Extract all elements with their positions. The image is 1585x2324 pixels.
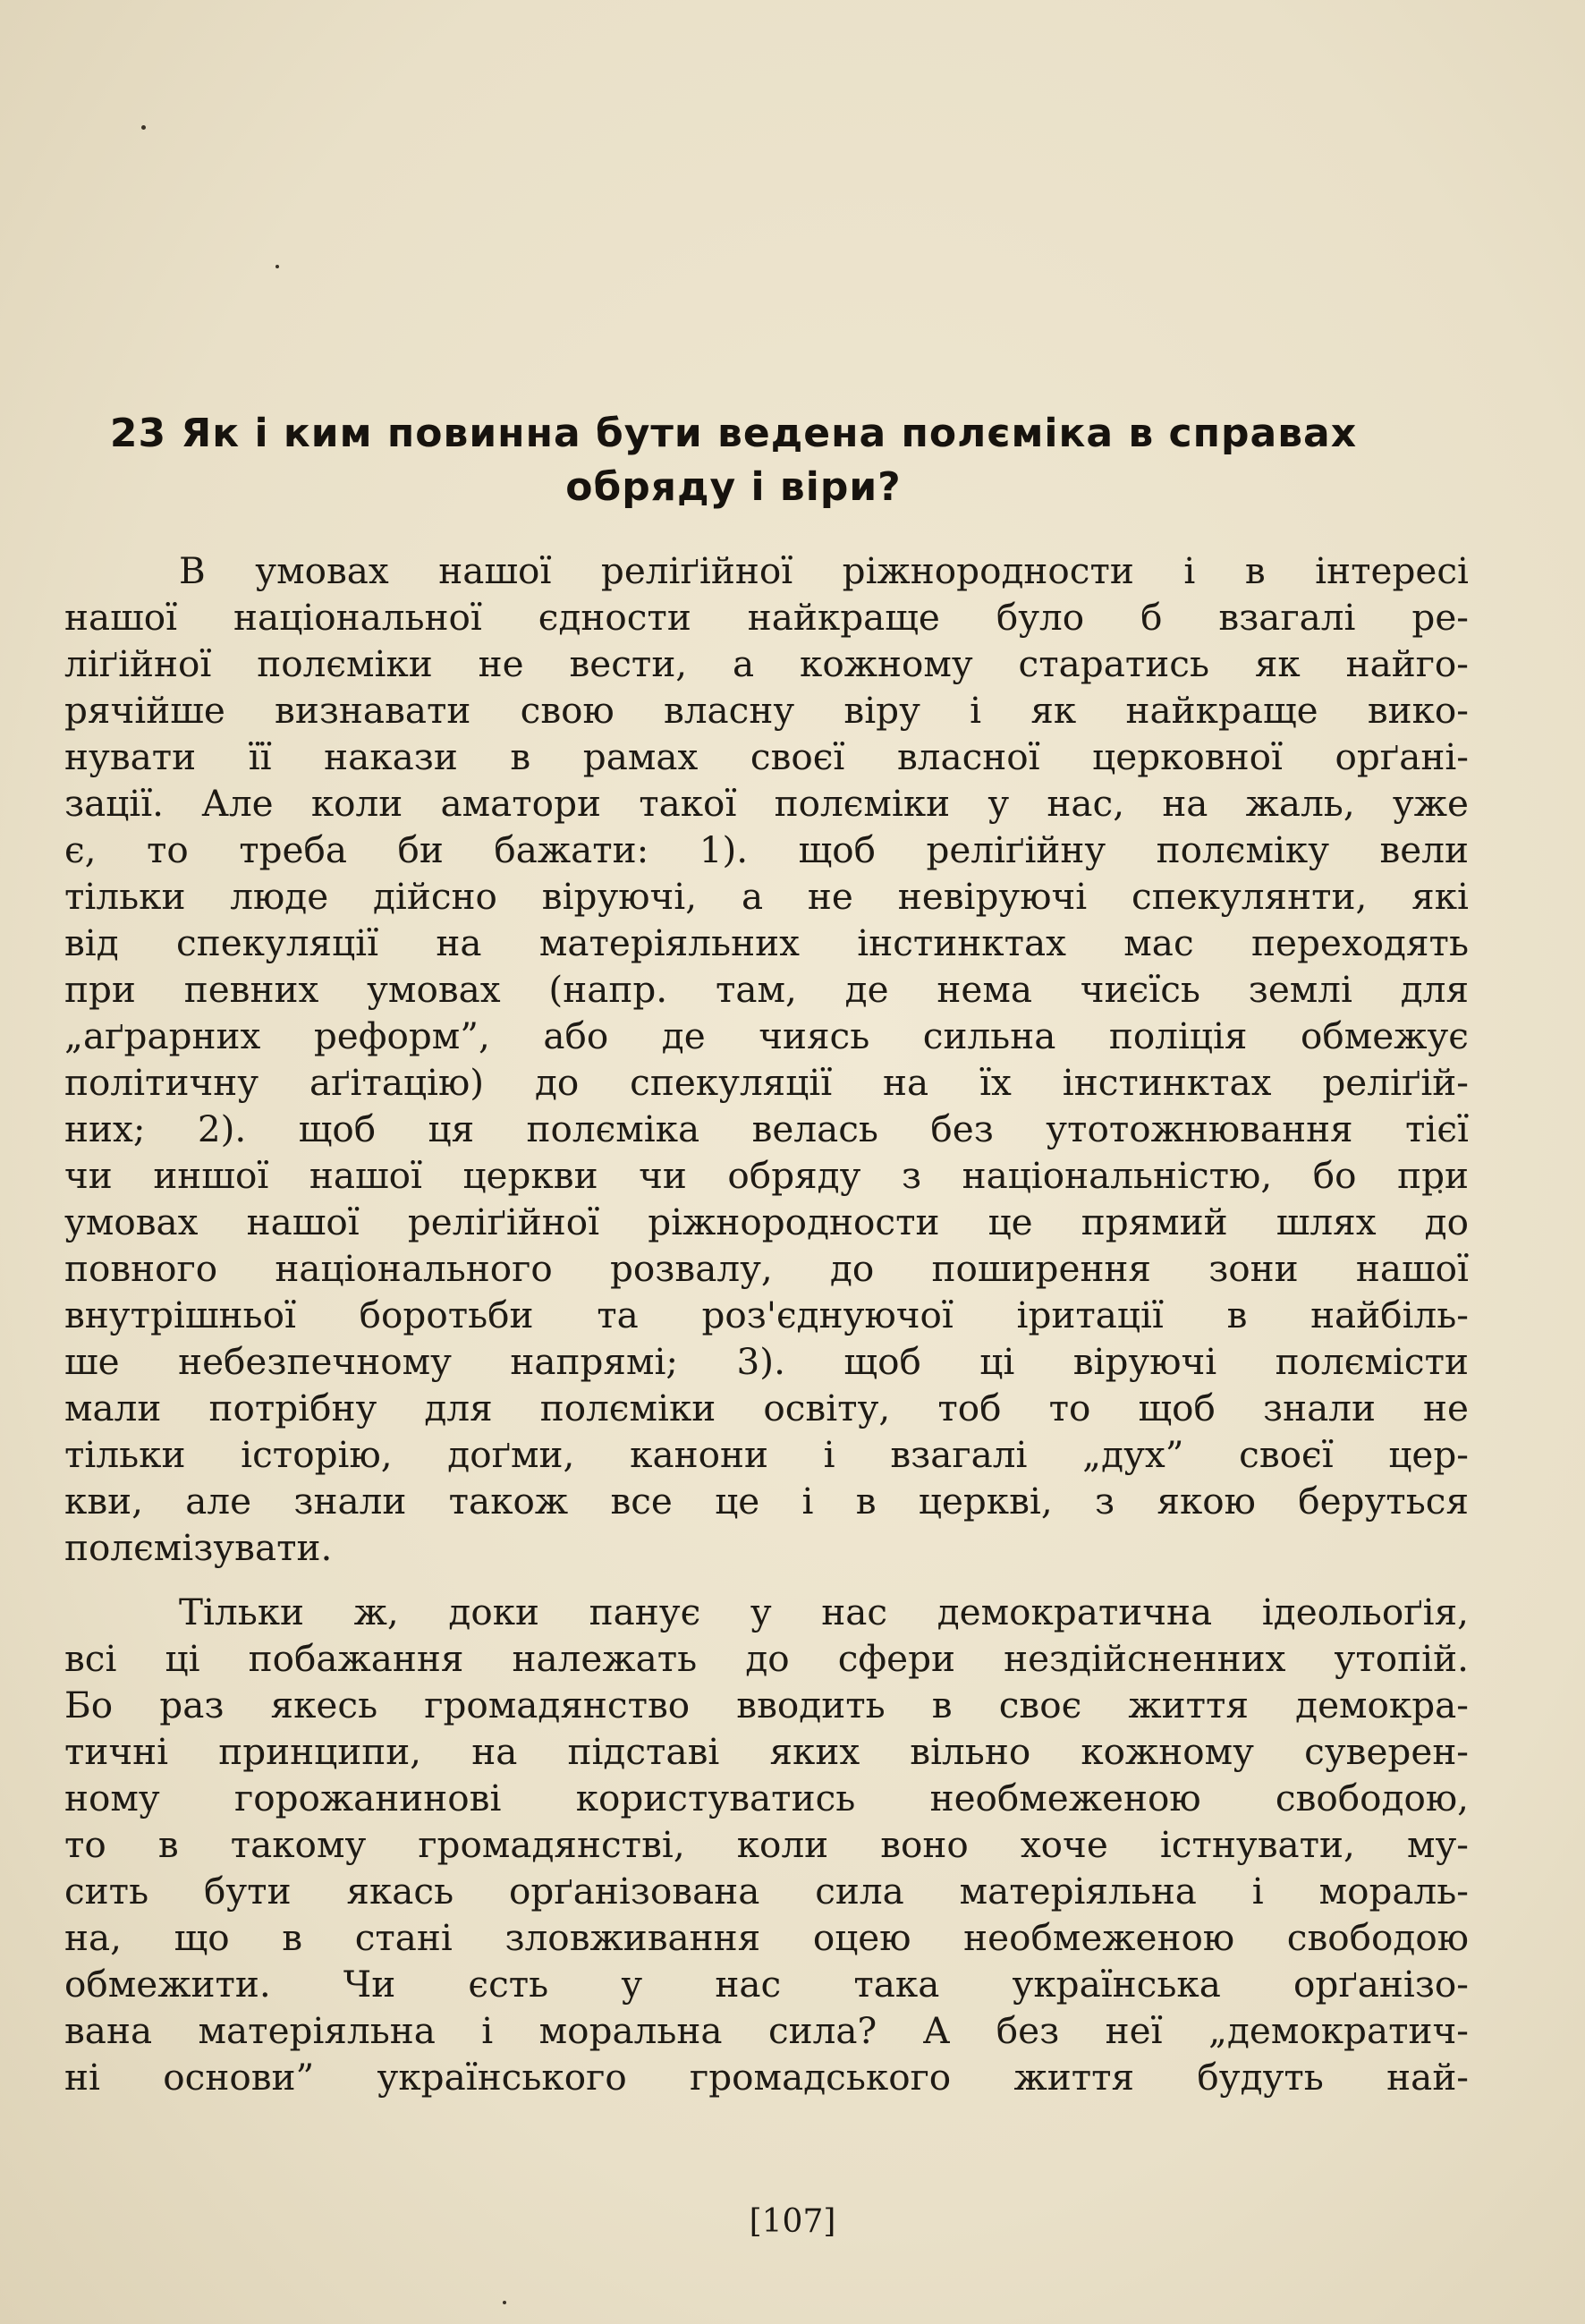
ink-speck: [141, 125, 146, 130]
ink-speck: [503, 2301, 506, 2304]
text-line: внутрішньої боротьби та роз'єднуючої іритації в найбіль-: [64, 1293, 1469, 1336]
text-line: то в такому громадянстві, коли воно хоче істнувати, му-: [64, 1823, 1469, 1866]
ink-speck: [275, 265, 279, 268]
text-line: чи иншої нашої церкви чи обряду з національністю, бо при: [64, 1154, 1469, 1197]
text-line: мали потрібну для полєміки освіту, тоб то щоб знали не: [64, 1387, 1469, 1429]
text-line: всі ці побажання належать до сфери нездійсненних утопій.: [64, 1637, 1469, 1680]
text-line: них; 2). щоб ця полєміка велась без утотожнювання тієї: [64, 1107, 1469, 1150]
text-line: зації. Але коли аматори такої полєміки у нас, на жаль, уже: [64, 782, 1469, 825]
text-line: сить бути якась орґанізована сила матеріяльна і мораль-: [64, 1870, 1469, 1913]
text-line: „аґрарних реформ”, або де чиясь сильна поліція обмежує: [64, 1014, 1469, 1057]
heading-line: обряду і віри?: [565, 464, 902, 510]
text-line: на, що в стані зловживання оцею необмеженою свободою: [64, 1916, 1469, 1959]
text-line: Тільки ж, доки панує у нас демократична ідеольоґія,: [179, 1590, 1469, 1633]
text-line: кви, але знали також все це і в церкві, з якою беруться: [64, 1480, 1469, 1522]
text-line: рячійше визнавати свою власну віру і як найкраще вико-: [64, 689, 1469, 732]
text-line: ні основи” українського громадського життя будуть най-: [64, 2056, 1469, 2099]
paragraph: [64, 547, 1469, 1571]
page-number: [107]: [749, 2203, 836, 2240]
text-line: тичні принципи, на підставі яких вільно кожному суверен-: [64, 1730, 1469, 1773]
text-line: обмежити. Чи єсть у нас така українська орґанізо-: [64, 1963, 1469, 2006]
text-line: тільки історію, доґми, канони і взагалі „дух” своєї цер-: [64, 1433, 1469, 1476]
heading-line: 23 Як і ким повинна бути ведена полєміка в справах: [109, 411, 1358, 456]
text-line: від спекуляції на матеріяльних інстинктах мас переходять: [64, 921, 1469, 964]
text-line: полємізувати.: [64, 1526, 333, 1569]
text-line: нашої національної єдности найкраще було б взагалі ре-: [64, 596, 1469, 639]
text-line: політичну аґітацію) до спекуляції на їх інстинктах реліґій-: [64, 1061, 1469, 1104]
section-heading: [98, 407, 1369, 514]
text-line: тільки люде дійсно віруючі, а не невіруючі спекулянти, які: [64, 875, 1469, 918]
text-line: є, то треба би бажати: 1). щоб реліґійну полєміку вели: [64, 828, 1469, 871]
text-line: нувати її накази в рамах своєї власної церковної орґані-: [64, 735, 1469, 778]
paragraph: [64, 1589, 1469, 2100]
text-line: ліґійної полєміки не вести, а кожному старатись як найго-: [64, 642, 1469, 685]
text-line: ше небезпечному напрямі; 3). щоб ці віруючі полємісти: [64, 1340, 1469, 1383]
body-text: [64, 547, 1469, 2100]
text-line: В умовах нашої реліґійної ріжнородности і в інтересі: [179, 549, 1469, 592]
text-line: при певних умовах (напр. там, де нема чиєїсь землі для: [64, 968, 1469, 1011]
text-line: ному горожанинові користуватись необмеженою свободою,: [64, 1777, 1469, 1819]
text-line: умовах нашої реліґійної ріжнородности це прямий шлях до: [64, 1200, 1469, 1243]
text-line: Бо раз якесь громадянство вводить в своє життя демокра-: [64, 1684, 1469, 1726]
text-line: повного національного розвалу, до поширення зони нашої: [64, 1247, 1469, 1290]
text-line: вана матеріяльна і моральна сила? А без неї „демократич-: [64, 2009, 1469, 2052]
